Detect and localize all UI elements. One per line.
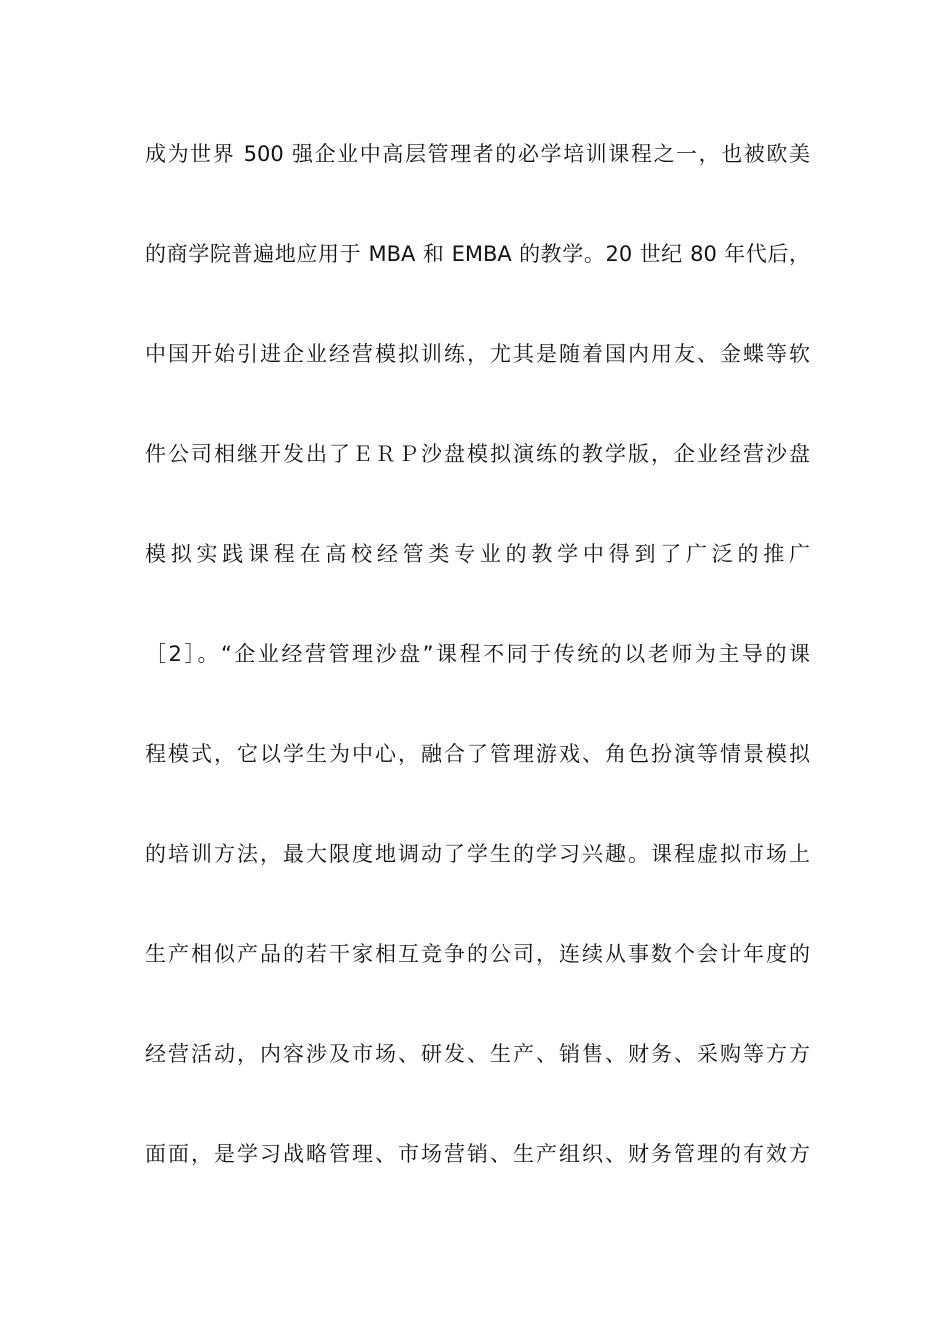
- text-line: 的培训方法，最大限度地调动了学生的学习兴趣。课程虚拟市场上: [145, 842, 810, 866]
- text-line: 模拟实践课程在高校经管类专业的教学中得到了广泛的推广: [145, 542, 810, 566]
- text-line: 成为世界 500 强企业中高层管理者的必学培训课程之一，也被欧美: [145, 142, 810, 166]
- text-line: 面面，是学习战略管理、市场营销、生产组织、财务管理的有效方: [145, 1142, 810, 1166]
- text-line: 经营活动，内容涉及市场、研发、生产、销售、财务、采购等方方: [145, 1042, 810, 1066]
- body-text: [145, 131, 810, 1231]
- text-line: ［2］。“企业经营管理沙盘”课程不同于传统的以老师为主导的课: [145, 642, 810, 666]
- text-line: 件公司相继开发出了ＥＲＰ沙盘模拟演练的教学版，企业经营沙盘: [145, 442, 810, 466]
- text-line: 程模式，它以学生为中心，融合了管理游戏、角色扮演等情景模拟: [145, 742, 810, 766]
- text-line: 生产相似产品的若干家相互竞争的公司，连续从事数个会计年度的: [145, 942, 810, 966]
- text-line: 中国开始引进企业经营模拟训练，尤其是随着国内用友、金蝶等软: [145, 342, 810, 366]
- text-line: 的商学院普遍地应用于 MBA 和 EMBA 的教学。20 世纪 80 年代后，: [145, 242, 810, 266]
